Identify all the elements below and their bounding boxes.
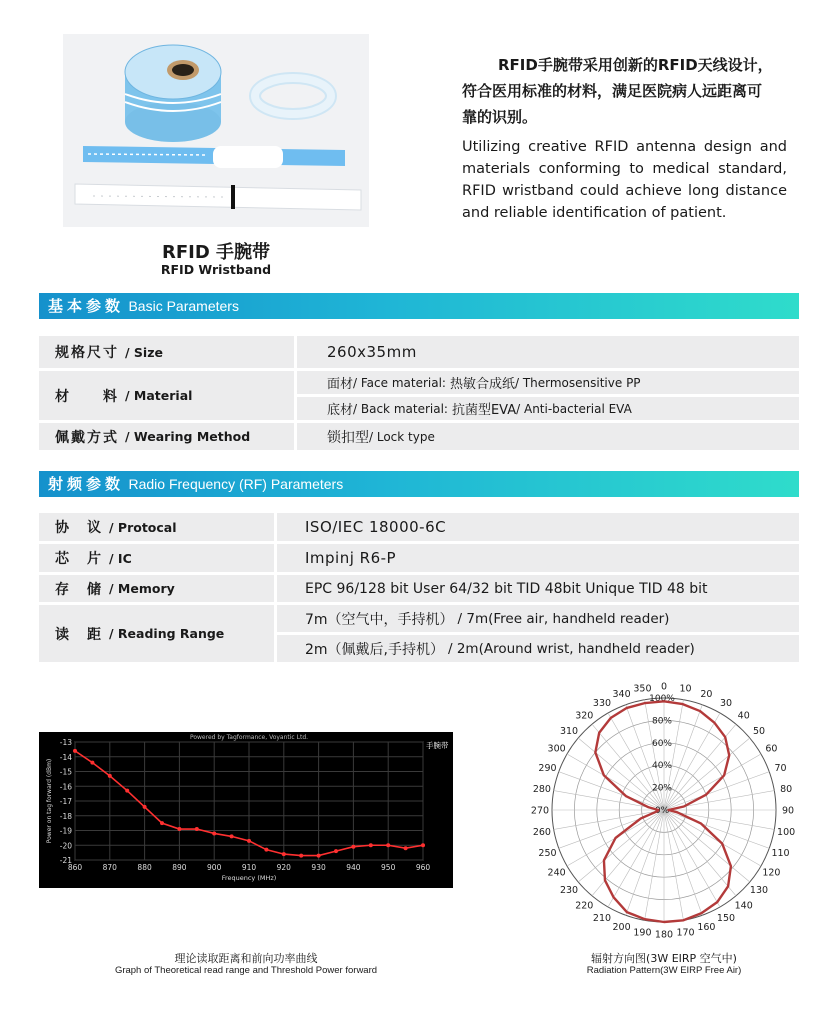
radial-label: 20% [651,783,673,794]
angle-label: 80 [780,783,793,795]
product-caption-cn: RFID 手腕带 [161,242,271,263]
back-material-row [297,397,799,420]
radiation-pattern-chart [528,676,800,948]
chart-caption-en: Graph of Theoretical read range and Threshold Power forward [114,965,378,976]
angle-label: 60 [765,743,778,755]
y-tick-label: -15 [59,767,72,777]
range-line2-cn: 2m（佩戴后,手持机） [305,641,444,658]
polar-caption-en: Radiation Pattern(3W EIRP Free Air) [586,965,742,976]
angle-label: 50 [752,725,766,737]
angle-label: 240 [547,867,566,879]
memory-label [39,575,274,602]
x-tick-label: 930 [311,863,326,872]
data-point [108,774,112,778]
angle-label: 170 [676,927,695,939]
power-frequency-chart [39,732,453,888]
basic-parameters-header [39,293,799,319]
y-tick-label: -21 [59,856,72,865]
face-material-cn: 面材 [327,377,354,392]
angle-label: 130 [749,885,769,897]
angle-label: 110 [771,847,790,859]
back-value-cn: 抗菌型EVA [451,403,517,418]
angle-label: 70 [774,763,787,775]
back-value-en: / Anti-bacterial EVA [516,401,632,416]
rf-header-en: Radio Frequency (RF) Parameters [128,476,344,492]
angle-label: 250 [538,847,557,859]
data-point [299,854,303,858]
range-label-cn: 读 距 [55,626,103,643]
memory-label-cn: 存 储 [55,581,103,598]
chart-caption-cn: 理论读取距离和前向功率曲线 [174,952,318,965]
power-frequency-svg [39,732,453,888]
rf-header-cn: 射频参数 [48,475,125,493]
intro-cn-line-1: RFID手腕带采用创新的RFID天线设计， [498,56,773,74]
material-label [39,371,294,420]
angle-label: 150 [716,912,736,924]
y-tick-label: -17 [59,797,72,806]
back-material-en: / Back material: [353,401,448,416]
radial-label: 0% [654,806,670,816]
data-point [317,854,321,858]
protocol-label-en: / Protocal [109,519,177,535]
angle-label: 20 [700,688,713,700]
angle-label: 320 [575,710,594,722]
range-line1-cn: 7m（空气中，手持机） [305,611,454,628]
material-label-en: / Material [125,388,193,403]
face-value-en: / Thermosensitive PP [514,375,641,390]
data-point [195,827,199,831]
chart-title: Powered by Tagformance, Voyantic Ltd. [189,734,309,741]
wearing-label-cn: 佩戴方式 [55,429,119,446]
size-label [39,336,294,368]
data-point [177,827,181,831]
angle-label: 0 [660,681,668,693]
range-row-1 [277,605,799,632]
angle-label: 190 [633,927,652,939]
x-tick-label: 900 [207,863,222,872]
angle-label: 260 [532,827,551,839]
x-tick-label: 890 [172,863,187,872]
data-point [230,834,234,838]
y-tick-label: -20 [59,841,72,851]
data-point [125,789,129,793]
ic-label-cn: 芯 片 [55,551,103,567]
angle-label: 100 [777,827,796,839]
data-point [351,845,355,849]
protocol-value: ISO/IEC 18000-6C [277,513,799,541]
angle-label: 10 [679,683,692,695]
radial-label: 100% [649,694,675,704]
angle-label: 40 [737,710,750,722]
face-material-en: / Face material: [353,375,446,390]
data-point [264,848,268,852]
intro-chinese [462,52,792,130]
ic-label [39,544,274,572]
data-point [421,843,425,847]
wearing-value-en: / Lock type [369,429,435,444]
data-point [90,761,94,765]
y-tick-label: -13 [59,738,72,747]
back-material-cn: 底材 [327,403,354,418]
angle-label: 90 [781,805,795,817]
angle-label: 280 [532,783,551,795]
range-label-en: / Reading Range [109,626,225,641]
data-point [212,831,216,835]
size-label-en: / Size [125,344,163,360]
data-point [73,749,77,753]
series-label: 手腕带 [426,741,449,750]
protocol-label-cn: 协 议 [55,520,103,536]
x-tick-label: 940 [346,863,361,872]
intro-cn-line-2: 符合医用标准的材料，满足医院病人远距离可 [462,82,763,100]
face-value-cn: 热敏合成纸 [449,377,515,392]
angle-label: 140 [734,900,753,912]
ic-value: Impinj R6-P [277,544,799,572]
y-tick-label: -18 [59,811,72,821]
data-point [282,852,286,856]
angle-label: 310 [559,725,579,737]
angle-label: 120 [762,867,781,879]
angle-label: 350 [633,683,652,695]
wearing-label-en: / Wearing Method [125,429,251,444]
angle-label: 160 [697,922,716,934]
wearing-value-cn: 锁扣型 [327,429,369,446]
x-tick-label: 960 [415,863,431,872]
angle-label: 340 [612,688,631,700]
wearing-value [297,423,799,450]
size-label-cn: 规格尺寸 [55,345,119,361]
wristband-illustration [63,34,369,227]
protocol-label [39,513,274,541]
data-point [143,805,147,809]
product-caption-en: RFID Wristband [160,262,272,277]
polar-caption-cn: 辐射方向图(3W EIRP 空气中) [591,952,737,965]
radial-label: 60% [651,738,673,749]
face-material-row [297,371,799,394]
radial-label: 40% [651,761,673,772]
basic-header-en: Basic Parameters [128,298,239,314]
angle-label: 180 [654,929,674,941]
radial-label: 80% [651,716,673,727]
range-line1-en: / 7m(Free air, handheld reader) [457,610,670,627]
data-point [386,843,390,847]
x-tick-label: 860 [67,863,83,872]
angle-label: 30 [719,698,733,710]
wearing-label [39,423,294,450]
range-line2-en: / 2m(Around wrist, handheld reader) [448,640,695,657]
data-point [369,843,373,847]
angle-label: 220 [575,900,594,912]
radiation-pattern-svg [528,676,800,948]
angle-label: 230 [559,885,579,897]
x-tick-label: 920 [276,863,291,872]
x-tick-label: 910 [241,863,257,872]
memory-value: EPC 96/128 bit User 64/32 bit TID 48bit Unique TID 48 bit [277,575,799,602]
x-tick-label: 870 [102,863,117,872]
range-label [39,605,274,662]
y-tick-label: -16 [59,782,72,792]
size-value: 260x35mm [297,336,799,368]
data-point [404,846,408,850]
x-tick-label: 950 [381,863,396,872]
angle-label: 200 [612,922,631,934]
angle-label: 210 [592,912,612,924]
material-label-cn: 材 料 [55,388,119,405]
y-tick-label: -14 [59,752,72,762]
rf-parameters-header [39,471,799,497]
angle-label: 290 [538,763,557,775]
x-axis-label: Frequency (MHz) [221,874,277,882]
angle-label: 300 [547,743,566,755]
y-axis-label: Power on tag forward (dBm) [46,758,53,844]
angle-label: 270 [530,805,550,817]
ic-label-en: / IC [109,550,132,566]
x-tick-label: 880 [137,863,152,872]
angle-label: 330 [592,698,612,710]
intro-cn-line-3: 靠的识别。 [462,108,538,126]
basic-header-cn: 基本参数 [48,297,125,315]
data-point [334,849,338,853]
product-photo [63,34,369,227]
intro-english: Utilizing creative RFID antenna design and materials conforming to medical standard, RFID wristband could achieve long distance and reliable identification of patient. [462,139,787,221]
data-point [160,821,164,825]
y-tick-label: -19 [59,826,72,836]
range-row-2 [277,635,799,662]
data-point [247,839,251,843]
memory-label-en: / Memory [109,581,175,596]
